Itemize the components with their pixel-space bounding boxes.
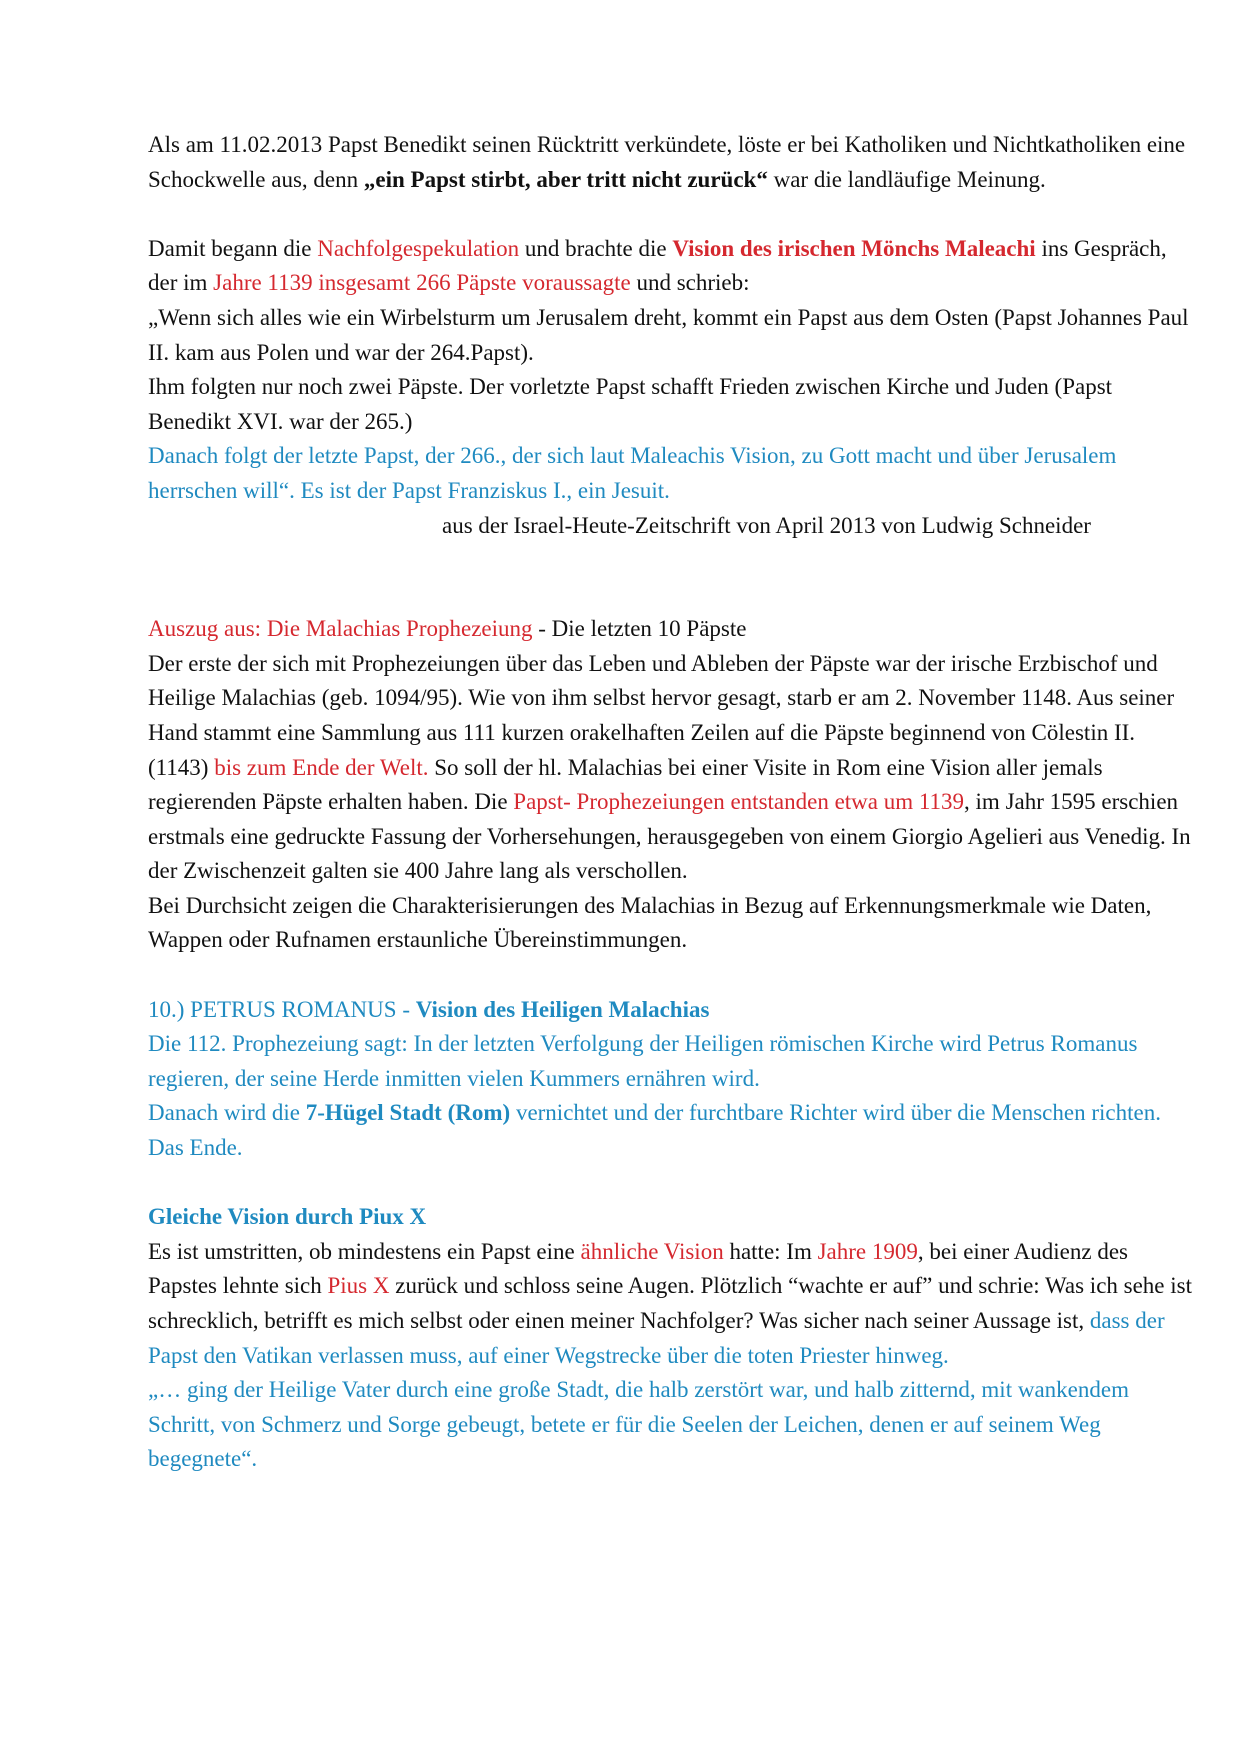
text-run: Damit begann die	[148, 235, 318, 261]
highlight-red: Jahre 1909	[817, 1238, 918, 1264]
text-run: und schrieb:	[630, 270, 750, 296]
highlight-blue: dass der Papst den Vatikan verlassen muss, auf einer Wegstrecke über die toten Priester hinweg.	[148, 1308, 1165, 1368]
quote-line-2: Ihm folgten nur noch zwei Päpste. Der vorletzte Papst schafft Frieden zwischen Kirche und Juden (Papst Benedikt XVI. war der 265.)	[148, 374, 1113, 434]
intro-text: Als am 11.02.2013 Papst Benedikt seinen Rücktritt verkündete, löste er bei Katholiken und Nichtkatholiken eine Schockwelle aus, denn	[148, 132, 1186, 192]
piux-paragraph	[148, 1235, 1200, 1373]
text-run: So soll der hl. Malachias bei einer Visite in Rom eine Vision aller jemals regierenden Päpste erhalten haben. Die	[148, 754, 1103, 815]
malachias-paragraph-2: Bei Durchsicht zeigen die Charakterisierungen des Malachias in Bezug auf Erkennungsmerkmale wie Daten, Wappen oder Rufnamen erstaunliche Übereinstimmungen.	[148, 892, 1152, 953]
intro-quote-bold: „ein Papst stirbt, aber tritt nicht zurück“	[363, 166, 768, 192]
text-run: und brachte die	[519, 235, 673, 261]
highlight-red: ähnliche Vision	[580, 1238, 724, 1264]
succession-paragraph	[148, 232, 1200, 301]
text-run: ins Gespräch, der im	[148, 235, 1167, 296]
prophecy-end	[148, 1096, 1200, 1165]
excerpt-heading-rest: - Die letzten 10 Päpste	[532, 616, 747, 642]
intro-paragraph	[148, 128, 1200, 197]
highlight-red: Pius X	[327, 1273, 390, 1299]
text-run: Der erste der sich mit Prophezeiungen über das Leben und Ableben der Päpste war der irische Erzbischof und Heilige Malachias (geb. 1094/95). Wie von ihm selbst hervor gesagt, starb er am 2. November 1148. Aus seiner Hand stammt eine Sammlung aus 111 kurzen orakelhaften Zeilen auf die Päpste beginnend von Cölestin II. (1143)	[148, 650, 1175, 780]
excerpt-heading-red: Auszug aus: Die Malachias Prophezeiung	[148, 616, 533, 642]
highlight-red: Jahre 1139 insgesamt 266 Päpste voraussagte	[213, 270, 631, 296]
highlight-red: bis zum Ende der Welt.	[214, 754, 429, 780]
vision-quote: „… ging der Heilige Vater durch eine große Stadt, die halb zerstört war, und halb zitternd, mit wankendem Schritt, von Schmerz und Sorge gebeugt, betete er für die Seelen der Leichen, denen er auf seinem Weg begegnete“.	[148, 1377, 1129, 1472]
text-run: vernichtet und der furchtbare Richter wird über die Menschen richten. Das Ende.	[148, 1100, 1161, 1161]
quote-line-3: Danach folgt der letzte Papst, der 266., der sich laut Maleachis Vision, zu Gott macht und über Jerusalem herrschen will“. Es ist der Papst Franziskus I., ein Jesuit.	[148, 443, 1117, 503]
text-run: zurück und schloss seine Augen. Plötzlich “wachte er auf” und schrie: Was ich sehe ist schrecklich, betrifft es mich selbst oder einen meiner Nachfolger? Was sicher nach seiner Aussage ist,	[148, 1273, 1192, 1333]
petrus-heading-bold: Vision des Heiligen Malachias	[415, 996, 710, 1022]
text-run: Es ist umstritten, ob mindestens ein Papst eine	[148, 1238, 581, 1264]
highlight-red-bold: Vision des irischen Mönchs Maleachi	[672, 235, 1036, 261]
excerpt-heading	[148, 612, 1200, 647]
text-run: hatte: Im	[723, 1238, 818, 1264]
highlight-red: Nachfolgespekulation	[317, 235, 520, 261]
text-run: , bei einer Audienz des Papstes lehnte sich	[148, 1238, 1128, 1299]
prophecy-line: Die 112. Prophezeiung sagt: In der letzten Verfolgung der Heiligen römischen Kirche wird Petrus Romanus regieren, der seine Herde inmitten vielen Kummers ernähren wird.	[148, 1031, 1138, 1091]
document-page	[148, 128, 1200, 1477]
intro-text-end: war die landläufige Meinung.	[767, 166, 1046, 192]
highlight-bold: 7-Hügel Stadt (Rom)	[305, 1100, 511, 1126]
text-run: Danach wird die	[148, 1100, 306, 1126]
quote-line-1: „Wenn sich alles wie ein Wirbelsturm um Jerusalem dreht, kommt ein Papst aus dem Osten (Papst Johannes Paul II. kam aus Polen und war der 264.Papst).	[148, 304, 1189, 365]
source-citation: aus der Israel-Heute-Zeitschrift von April 2013 von Ludwig Schneider	[442, 512, 1091, 538]
petrus-heading-plain: 10.) PETRUS ROMANUS -	[148, 996, 416, 1022]
malachias-paragraph	[148, 647, 1200, 889]
highlight-red: Papst- Prophezeiungen entstanden etwa um 1139	[513, 789, 965, 815]
text-run: , im Jahr 1595 erschien erstmals eine gedruckte Fassung der Vorhersehungen, herausgegeben von einem Giorgio Agelieri aus Venedig. In der Zwischenzeit galten sie 400 Jahre lang als verschollen.	[148, 789, 1191, 884]
petrus-heading	[148, 993, 1200, 1028]
piux-heading: Gleiche Vision durch Piux X	[148, 1204, 427, 1230]
